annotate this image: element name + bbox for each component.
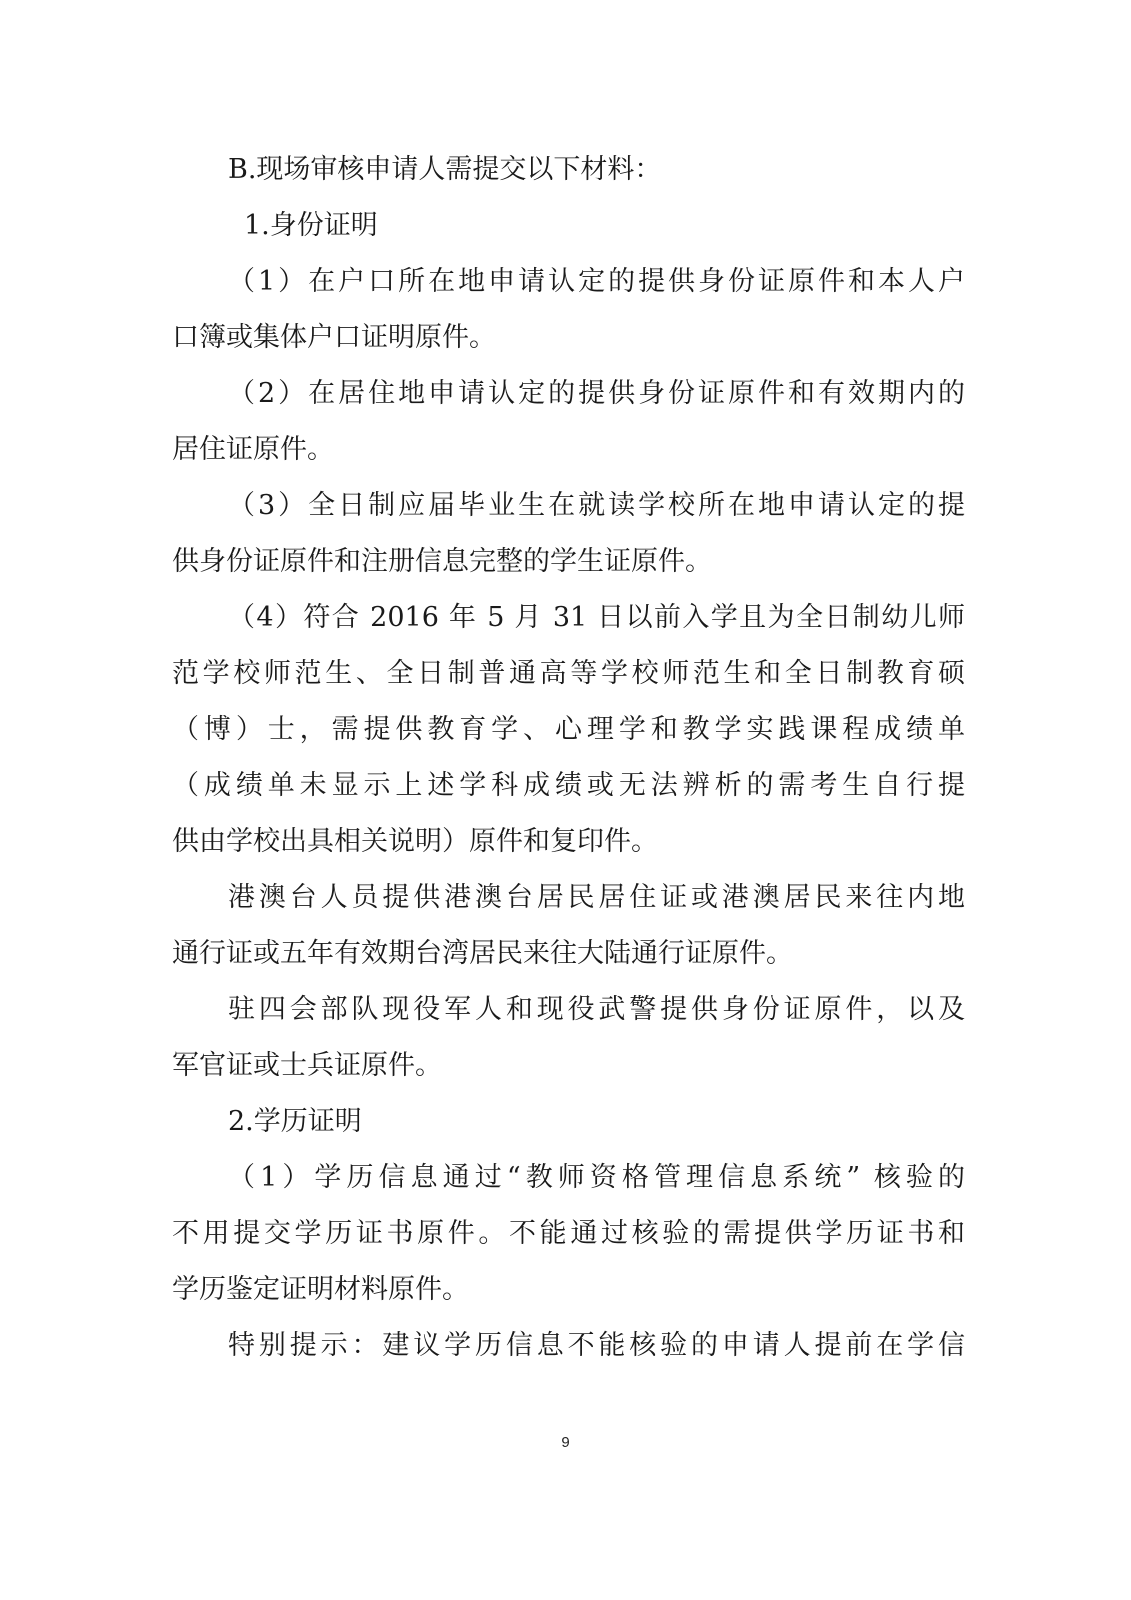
special-note-line: 特别提示：建议学历信息不能核验的申请人提前在学信 xyxy=(228,1330,965,1361)
paragraph-line: （成绩单未显示上述学科成绩或无法辨析的需考生自行提 xyxy=(172,770,965,801)
paragraph-line: 港澳台人员提供港澳台居民居住证或港澳居民来往内地 xyxy=(228,882,965,913)
paragraph-line: 口簿或集体户口证明原件。 xyxy=(172,322,496,353)
paragraph-line: （博）士，需提供教育学、心理学和教学实践课程成绩单 xyxy=(172,714,965,745)
section-education-proof: 2.学历证明 xyxy=(228,1106,362,1137)
paragraph-line: （1）学历信息通过“教师资格管理信息系统” 核验的 xyxy=(228,1162,965,1193)
paragraph-line: 居住证原件。 xyxy=(172,434,334,465)
paragraph-line: （2）在居住地申请认定的提供身份证原件和有效期内的 xyxy=(228,378,965,409)
paragraph-line: 供由学校出具相关说明）原件和复印件。 xyxy=(172,826,658,857)
paragraph-line: 军官证或士兵证原件。 xyxy=(172,1050,442,1081)
paragraph-line: 不用提交学历证书原件。不能通过核验的需提供学历证书和 xyxy=(172,1218,965,1249)
section-identity-proof: 1.身份证明 xyxy=(244,210,378,241)
paragraph-line: 通行证或五年有效期台湾居民来往大陆通行证原件。 xyxy=(172,938,793,969)
paragraph-line: 范学校师范生、全日制普通高等学校师范生和全日制教育硕 xyxy=(172,658,965,689)
heading-b-onsite-materials: B.现场审核申请人需提交以下材料： xyxy=(228,154,662,185)
paragraph-line: （1）在户口所在地申请认定的提供身份证原件和本人户 xyxy=(228,266,965,297)
paragraph-line: 供身份证原件和注册信息完整的学生证原件。 xyxy=(172,546,712,577)
paragraph-line: 驻四会部队现役军人和现役武警提供身份证原件，以及 xyxy=(228,994,965,1025)
paragraph-line: （4）符合 2016 年 5 月 31 日以前入学且为全日制幼儿师 xyxy=(228,602,965,633)
paragraph-line: 学历鉴定证明材料原件。 xyxy=(172,1274,469,1305)
page-number: 9 xyxy=(561,1434,570,1451)
paragraph-line: （3）全日制应届毕业生在就读学校所在地申请认定的提 xyxy=(228,490,965,521)
